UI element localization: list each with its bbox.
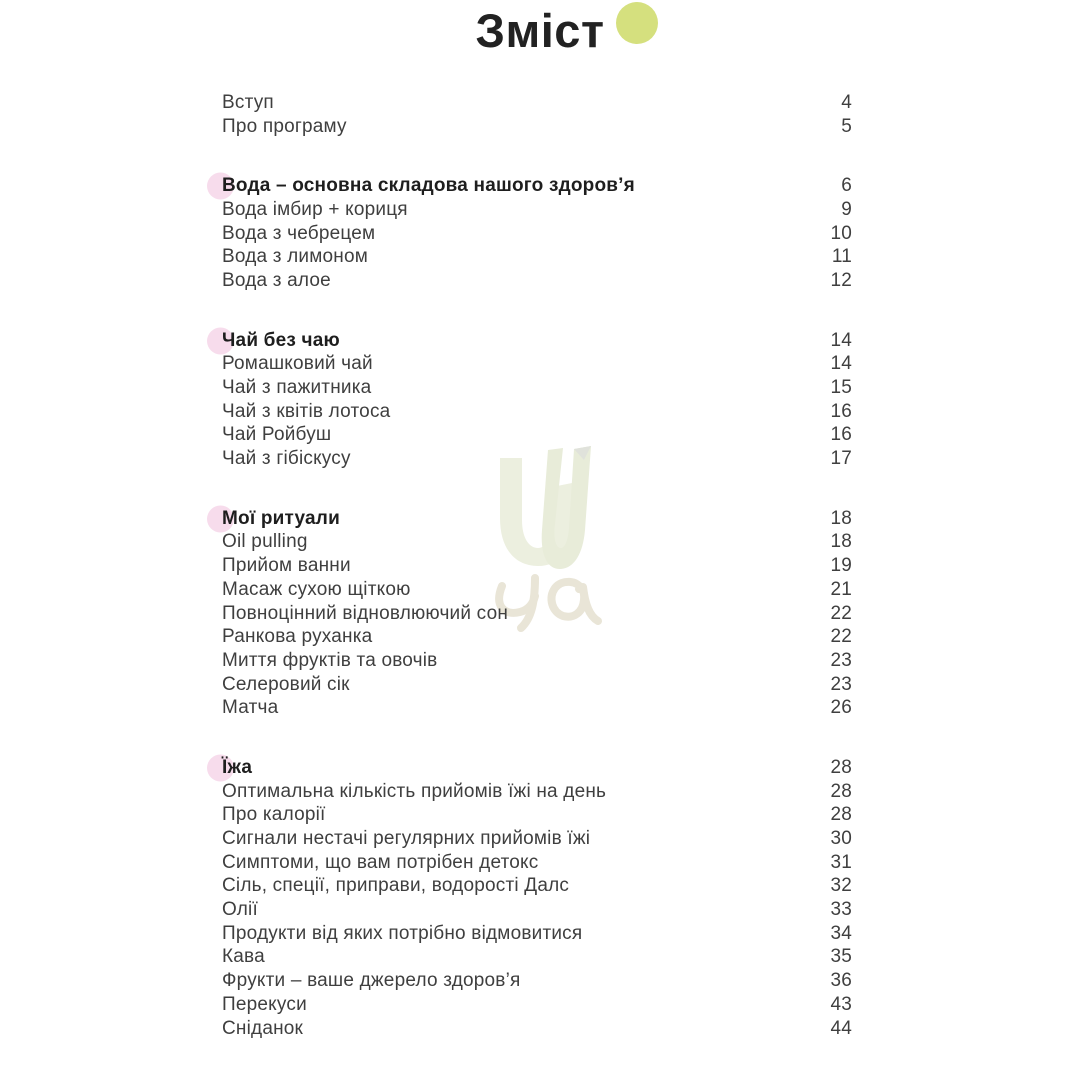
toc-entry-label: Чай з квітів лотоса <box>222 400 391 422</box>
toc-entry-page-number: 6 <box>841 175 852 197</box>
toc-entry-page-number: 14 <box>830 329 852 351</box>
toc-entry-page-number: 12 <box>830 269 852 291</box>
toc-entry-row[interactable] <box>222 922 852 946</box>
toc-group <box>222 507 852 720</box>
toc-entry-row[interactable] <box>222 804 852 828</box>
toc-section-header-row[interactable] <box>222 756 852 780</box>
toc-entry-label: Сіль, спеції, приправи, водорості Далс <box>222 875 570 897</box>
toc-entry-row[interactable] <box>222 827 852 851</box>
toc-entry-label: Олії <box>222 899 258 921</box>
toc-group <box>222 756 852 1040</box>
toc-entry-row[interactable] <box>222 649 852 673</box>
toc-entry-page-number: 18 <box>830 507 852 529</box>
toc-entry-label: Фрукти – ваше джерело здоров’я <box>222 970 521 992</box>
toc-entry-page-number: 19 <box>830 555 852 577</box>
toc-entry-page-number: 14 <box>830 353 852 375</box>
toc-entry-row[interactable] <box>222 993 852 1017</box>
toc-entry-page-number: 26 <box>830 697 852 719</box>
toc-entry-label: Про калорії <box>222 804 326 826</box>
toc-entry-page-number: 4 <box>841 91 852 113</box>
toc-entry-page-number: 33 <box>830 899 852 921</box>
toc-entry-page-number: 11 <box>831 246 852 268</box>
toc-entry-row[interactable] <box>222 602 852 626</box>
toc-entry-label: Їжа <box>222 756 253 778</box>
toc-entry-page-number: 5 <box>841 115 852 137</box>
toc-entry-row[interactable] <box>222 222 852 246</box>
toc-entry-label: Про програму <box>222 115 347 137</box>
toc-entry-label: Вода імбир + кориця <box>222 198 408 220</box>
toc-entry-label: Селеровий сік <box>222 673 350 695</box>
toc-entry-page-number: 15 <box>830 377 852 399</box>
toc-entry-row[interactable] <box>222 531 852 555</box>
toc-entry-row[interactable] <box>222 898 852 922</box>
toc-entry-row[interactable] <box>222 780 852 804</box>
toc-entry-page-number: 36 <box>830 970 852 992</box>
toc-entry-label: Оптимальна кількість прийомів їжі на день <box>222 780 607 802</box>
toc-entry-page-number: 18 <box>830 531 852 553</box>
toc-entry-label: Перекуси <box>222 993 307 1015</box>
toc-entry-label: Сніданок <box>222 1017 304 1039</box>
toc-entry-label: Миття фруктів та овочів <box>222 649 438 671</box>
toc-entry-label: Матча <box>222 697 279 719</box>
toc-entry-label: Oil pulling <box>222 531 308 553</box>
toc-entry-page-number: 34 <box>830 922 852 944</box>
toc-entry-label: Вода з чебрецем <box>222 222 376 244</box>
toc-entry-label: Прийом ванни <box>222 555 351 577</box>
toc-entry-row[interactable] <box>222 353 852 377</box>
toc-entry-page-number: 17 <box>830 448 852 470</box>
toc-entry-row[interactable] <box>222 578 852 602</box>
toc-entry-label: Продукти від яких потрібно відмовитися <box>222 922 583 944</box>
toc-entry-label: Чай Ройбуш <box>222 424 332 446</box>
toc-entry-row[interactable] <box>222 851 852 875</box>
toc-entry-row[interactable] <box>222 447 852 471</box>
toc-group <box>222 329 852 471</box>
toc-entry-page-number: 16 <box>830 400 852 422</box>
toc-entry-page-number: 44 <box>830 1017 852 1039</box>
toc-entry-page-number: 23 <box>830 649 852 671</box>
toc-entry-page-number: 22 <box>830 626 852 648</box>
toc-entry-label: Симптоми, що вам потрібен детокс <box>222 851 539 873</box>
toc-entry-page-number: 9 <box>841 198 852 220</box>
toc-entry-label: Кава <box>222 946 265 968</box>
toc-entry-row[interactable] <box>222 1017 852 1041</box>
toc-entry-row[interactable] <box>222 969 852 993</box>
toc-entry-page-number: 43 <box>830 993 852 1015</box>
toc-entry-label: Сигнали нестачі регулярних прийомів їжі <box>222 828 591 850</box>
toc-group <box>222 91 852 138</box>
toc-group <box>222 174 852 292</box>
title-accent-circle <box>616 2 658 44</box>
toc-entry-page-number: 28 <box>830 780 852 802</box>
toc-entry-page-number: 22 <box>830 602 852 624</box>
toc-entry-row[interactable] <box>222 625 852 649</box>
toc-entry-label: Ранкова руханка <box>222 626 373 648</box>
toc-entry-page-number: 23 <box>830 673 852 695</box>
toc-entry-label: Вода з лимоном <box>222 246 368 268</box>
toc-entry-label: Вода з алое <box>222 269 331 291</box>
toc-section-header-row[interactable] <box>222 507 852 531</box>
toc-entry-page-number: 32 <box>830 875 852 897</box>
toc-entry-label: Чай без чаю <box>222 329 340 351</box>
toc-entry-label: Вступ <box>222 91 274 113</box>
toc-entry-page-number: 16 <box>830 424 852 446</box>
toc-entry-label: Мої ритуали <box>222 507 340 529</box>
toc-entry-label: Масаж сухою щіткою <box>222 578 411 600</box>
toc-entry-label: Ромашковий чай <box>222 353 373 375</box>
toc-entry-row[interactable] <box>222 115 852 139</box>
toc-entry-row[interactable] <box>222 696 852 720</box>
toc-entry-label: Вода – основна складова нашого здоров’я <box>222 175 635 197</box>
toc-entry-row[interactable] <box>222 91 852 115</box>
toc-entry-page-number: 31 <box>830 851 852 873</box>
toc-entry-label: Чай з гібіскусу <box>222 448 351 470</box>
toc-entry-row[interactable] <box>222 269 852 293</box>
toc-entry-row[interactable] <box>222 400 852 424</box>
page-title: Зміст <box>475 4 605 57</box>
toc-entry-row[interactable] <box>222 875 852 899</box>
toc-list <box>222 91 852 1040</box>
page-header <box>0 0 1080 64</box>
toc-entry-row[interactable] <box>222 198 852 222</box>
toc-entry-row[interactable] <box>222 673 852 697</box>
toc-entry-page-number: 10 <box>830 222 852 244</box>
toc-entry-page-number: 28 <box>830 804 852 826</box>
toc-entry-page-number: 30 <box>830 828 852 850</box>
toc-entry-row[interactable] <box>222 946 852 970</box>
toc-section-header-row[interactable] <box>222 329 852 353</box>
toc-section-header-row[interactable] <box>222 174 852 198</box>
toc-entry-label: Чай з пажитника <box>222 377 372 399</box>
toc-entry-page-number: 28 <box>830 756 852 778</box>
toc-entry-label: Повноцінний відновлюючий сон <box>222 602 509 624</box>
toc-entry-page-number: 21 <box>830 578 852 600</box>
toc-entry-row[interactable] <box>222 424 852 448</box>
toc-entry-row[interactable] <box>222 376 852 400</box>
toc-entry-page-number: 35 <box>830 946 852 968</box>
toc-entry-row[interactable] <box>222 554 852 578</box>
toc-entry-row[interactable] <box>222 245 852 269</box>
